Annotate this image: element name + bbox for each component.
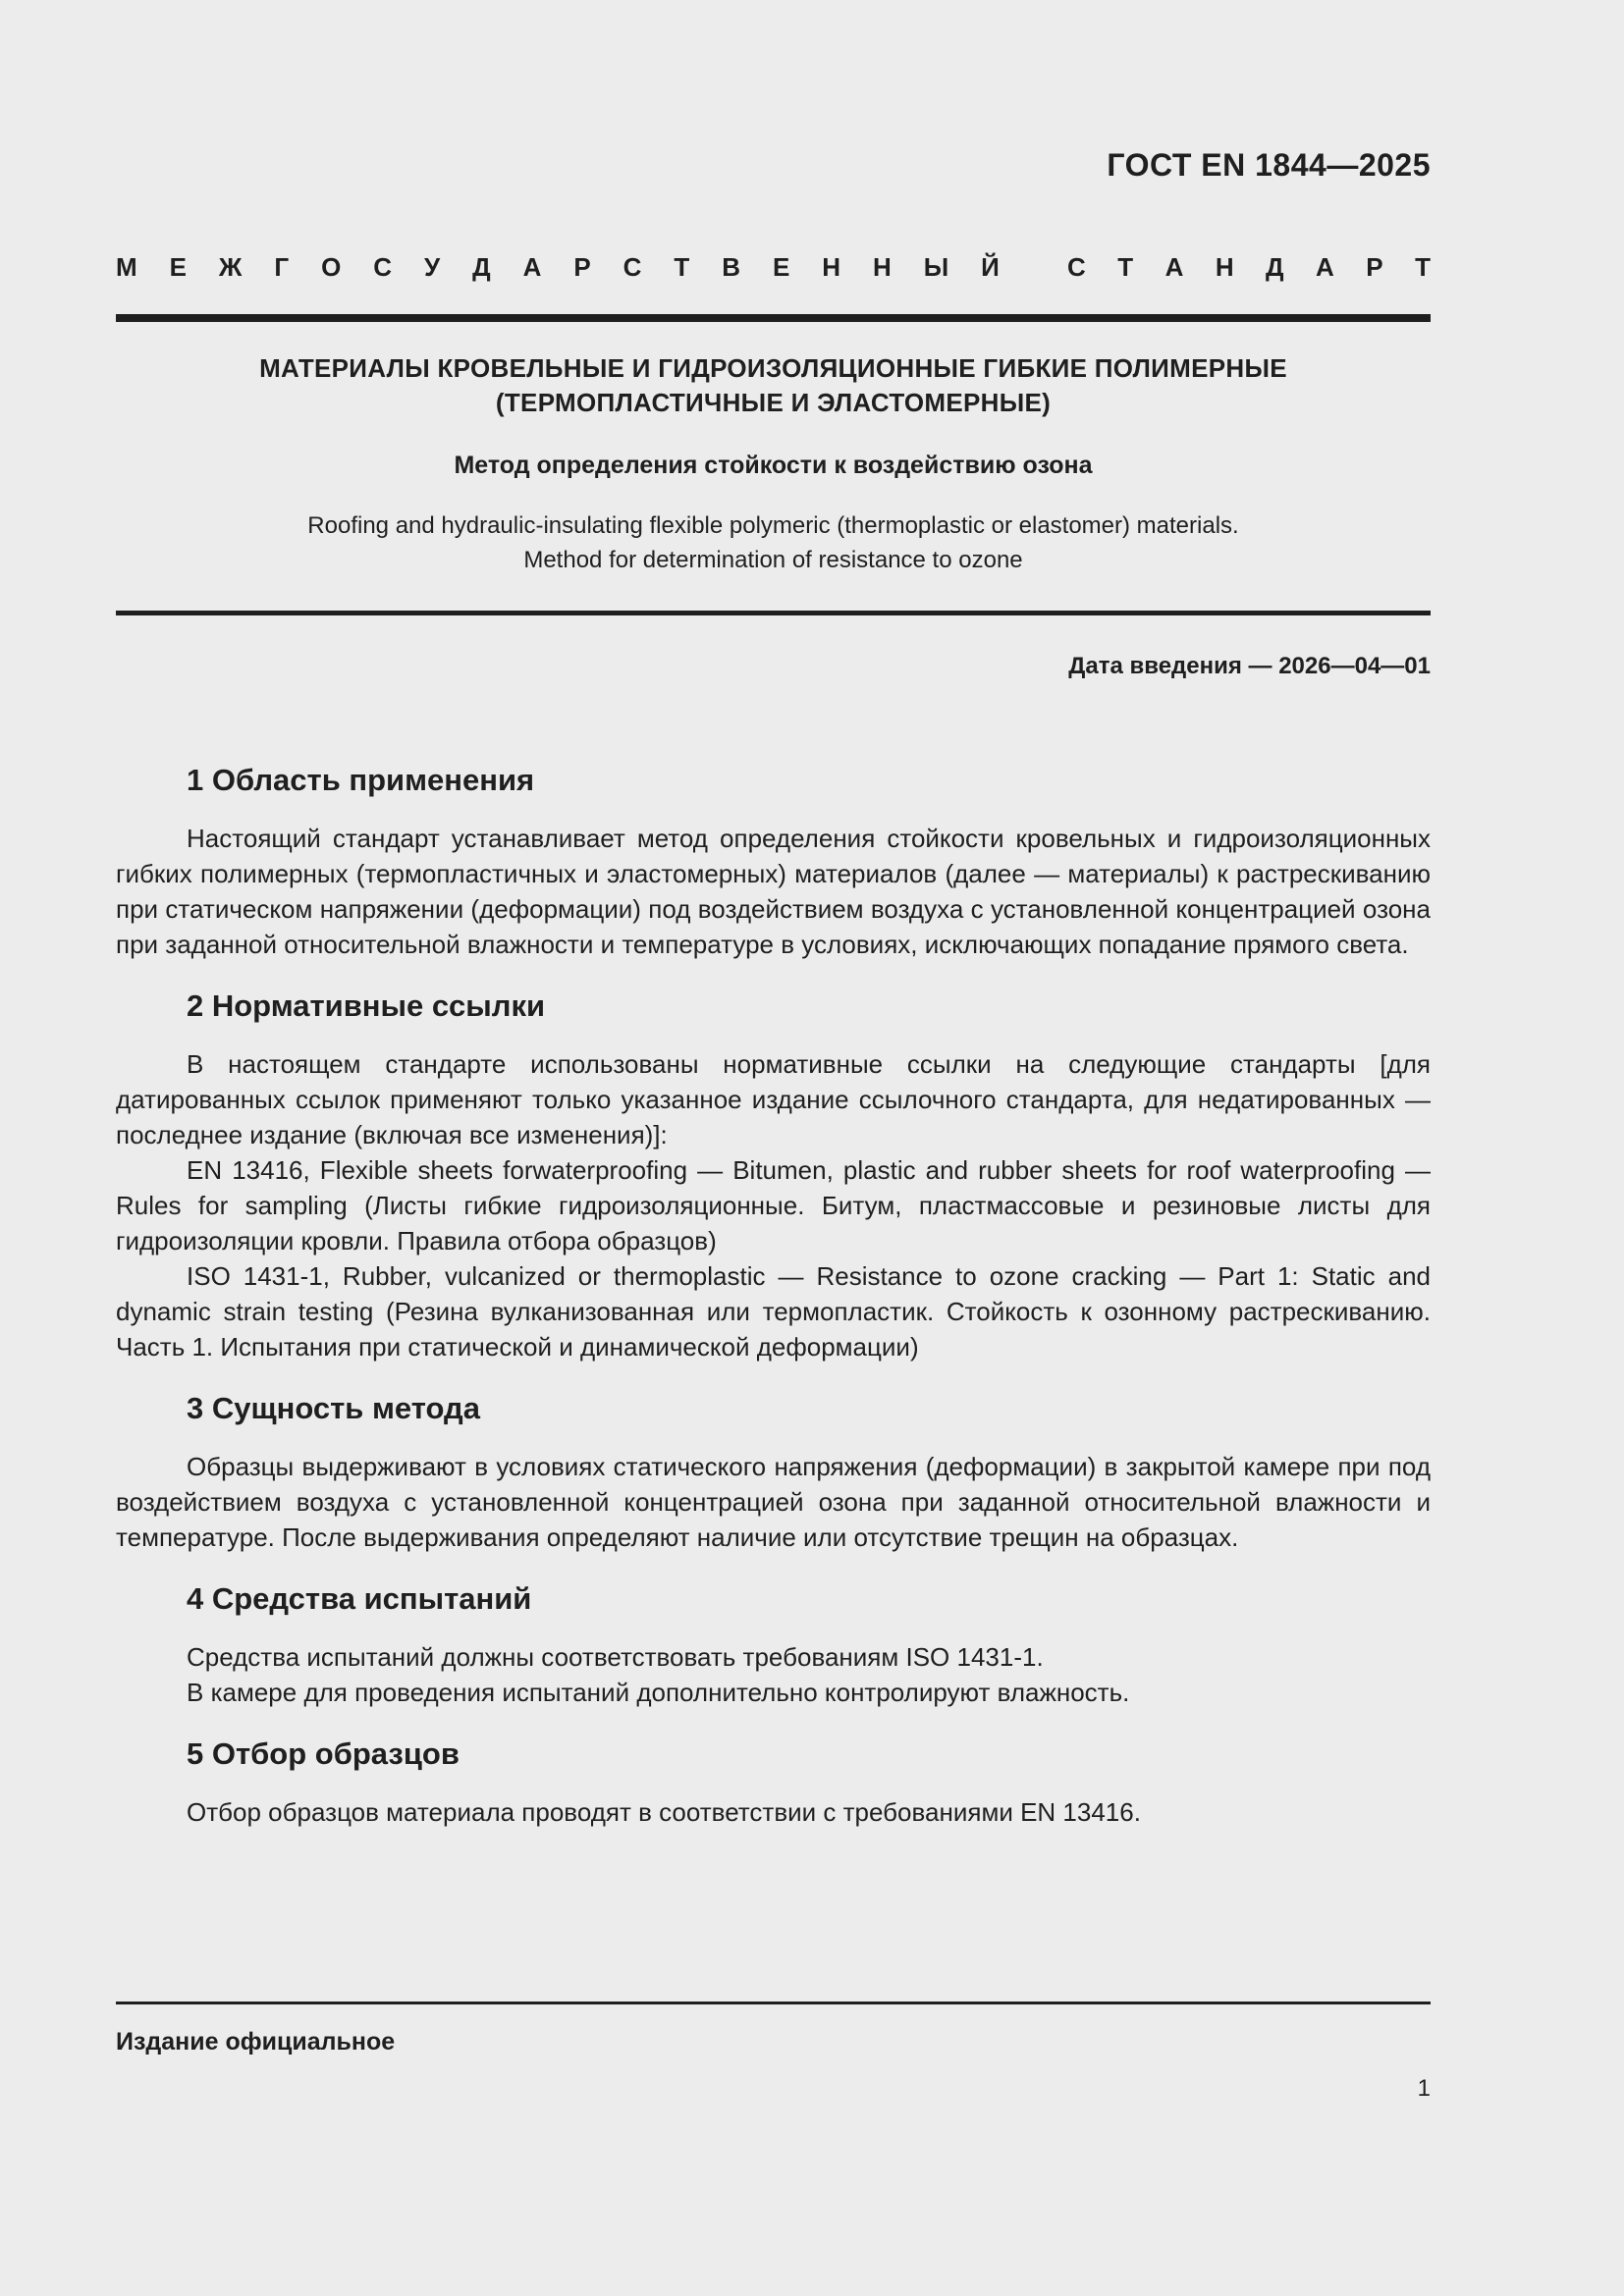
section-5-heading: 5 Отбор образцов	[187, 1736, 460, 1771]
standard-kind-word-1	[116, 252, 1000, 283]
standard-kind-letter: В	[722, 252, 741, 282]
standard-kind-letter: С	[1067, 252, 1086, 282]
title-line-2: (ТЕРМОПЛАСТИЧНЫЕ И ЭЛАСТОМЕРНЫЕ)	[495, 388, 1052, 417]
standard-kind-letter: Е	[169, 252, 187, 282]
page-number: 1	[1417, 2075, 1431, 2102]
standard-kind-letter: У	[424, 252, 441, 282]
header-rule	[116, 314, 1431, 322]
official-edition-label: Издание официальное	[116, 2028, 396, 2056]
section-2	[116, 982, 1431, 1364]
section-1	[116, 756, 1431, 962]
section-3-paragraph: Образцы выдерживают в условиях статического напряжения (деформации) в закрытой камере при под воздействием воздуха с установленной концентрацией озона при заданной относительной влажности и температуре. После выдерживания определяют наличие или отсутствие трещин на образцах.	[116, 1452, 1431, 1552]
standard-kind-letter: Н	[822, 252, 841, 282]
standard-kind-letter: О	[321, 252, 342, 282]
section-5	[116, 1730, 1431, 1830]
standard-kind-letter: Й	[981, 252, 1000, 282]
standard-kind-letter: С	[623, 252, 642, 282]
document-title	[116, 351, 1431, 420]
english-title-line-1: Roofing and hydraulic-insulating flexible polymeric (thermoplastic or elastomer) materials.	[307, 512, 1239, 539]
document-subtitle: Метод определения стойкости к воздействию озона	[454, 452, 1093, 479]
section-1-paragraph: Настоящий стандарт устанавливает метод определения стойкости кровельных и гидроизоляционных гибких полимерных (термопластичных и эластомерных) материалов (далее — материалы) к растрескиванию при статическом напряжении (деформации) под воздействием воздуха с установленной концентрацией озона при заданной относительной влажности и температуре в условиях, исключающих попадание прямого света.	[116, 824, 1431, 959]
section-4-line-2: В камере для проведения испытаний дополнительно контролируют влажность.	[187, 1678, 1130, 1707]
standard-kind-line	[116, 252, 1431, 283]
standard-kind-letter: Е	[772, 252, 790, 282]
standard-kind-letter: Т	[1117, 252, 1134, 282]
section-2-paragraph-1: В настоящем стандарте использованы нормативные ссылки на следующие стандарты [для датированных ссылок применяют только указанное издание ссылочного стандарта, для недатированных — последнее издание (включая все изменения)]:	[116, 1049, 1431, 1149]
standard-kind-letter: Д	[472, 252, 491, 282]
section-4	[116, 1575, 1431, 1710]
section-3	[116, 1384, 1431, 1555]
standard-kind-letter: А	[1316, 252, 1334, 282]
section-5-line-1: Отбор образцов материала проводят в соответствии с требованиями EN 13416.	[187, 1797, 1141, 1827]
standard-kind-letter: М	[116, 252, 137, 282]
standard-kind-letter: Н	[873, 252, 892, 282]
english-title	[116, 508, 1431, 577]
title-line-1: МАТЕРИАЛЫ КРОВЕЛЬНЫЕ И ГИДРОИЗОЛЯЦИОННЫЕ ГИБКИЕ ПОЛИМЕРНЫЕ	[259, 353, 1287, 383]
standard-designation: ГОСТ EN 1844—2025	[1107, 147, 1431, 183]
standard-kind-letter: Т	[1415, 252, 1431, 282]
introduction-date: Дата введения — 2026—04—01	[1068, 653, 1431, 679]
standard-kind-letter: А	[522, 252, 542, 282]
section-2-reference-iso-1431-1: ISO 1431-1, Rubber, vulcanized or thermoplastic — Resistance to ozone cracking — Part 1: Static and dynamic strain testing (Резина вулканизованная или термопластик. Стойкость к озонному растрескиванию. Часть 1. Испытания при статической и динамической деформации)	[116, 1261, 1431, 1362]
standard-kind-word-2	[1067, 252, 1431, 283]
footer-rule	[116, 2002, 1431, 2004]
standard-kind-letter: Р	[1366, 252, 1383, 282]
standard-kind-letter: Ы	[923, 252, 949, 282]
standard-kind-letter: Г	[274, 252, 290, 282]
standard-kind-letter: Ж	[218, 252, 243, 282]
section-2-reference-en-13416: EN 13416, Flexible sheets forwaterproofing — Bitumen, plastic and rubber sheets for roof waterproofing — Rules for sampling (Листы гибкие гидроизоляционные. Битум, пластмассовые и резиновые листы для гидроизоляции кровли. Правила отбора образцов)	[116, 1155, 1431, 1255]
document-body	[116, 756, 1431, 1830]
standard-kind-letter: Н	[1215, 252, 1234, 282]
english-title-line-2: Method for determination of resistance to ozone	[523, 547, 1023, 573]
standard-kind-letter: С	[373, 252, 393, 282]
section-4-heading: 4 Средства испытаний	[187, 1581, 532, 1616]
section-1-heading: 1 Область применения	[187, 763, 535, 797]
section-2-heading: 2 Нормативные ссылки	[187, 988, 546, 1023]
section-3-heading: 3 Сущность метода	[187, 1391, 480, 1425]
standard-kind-letter: Р	[573, 252, 591, 282]
standard-kind-letter: А	[1164, 252, 1184, 282]
section-4-line-1: Средства испытаний должны соответствовать требованиям ISO 1431-1.	[187, 1642, 1044, 1672]
title-rule	[116, 611, 1431, 615]
standard-kind-letter: Д	[1266, 252, 1284, 282]
standard-kind-letter: Т	[674, 252, 690, 282]
